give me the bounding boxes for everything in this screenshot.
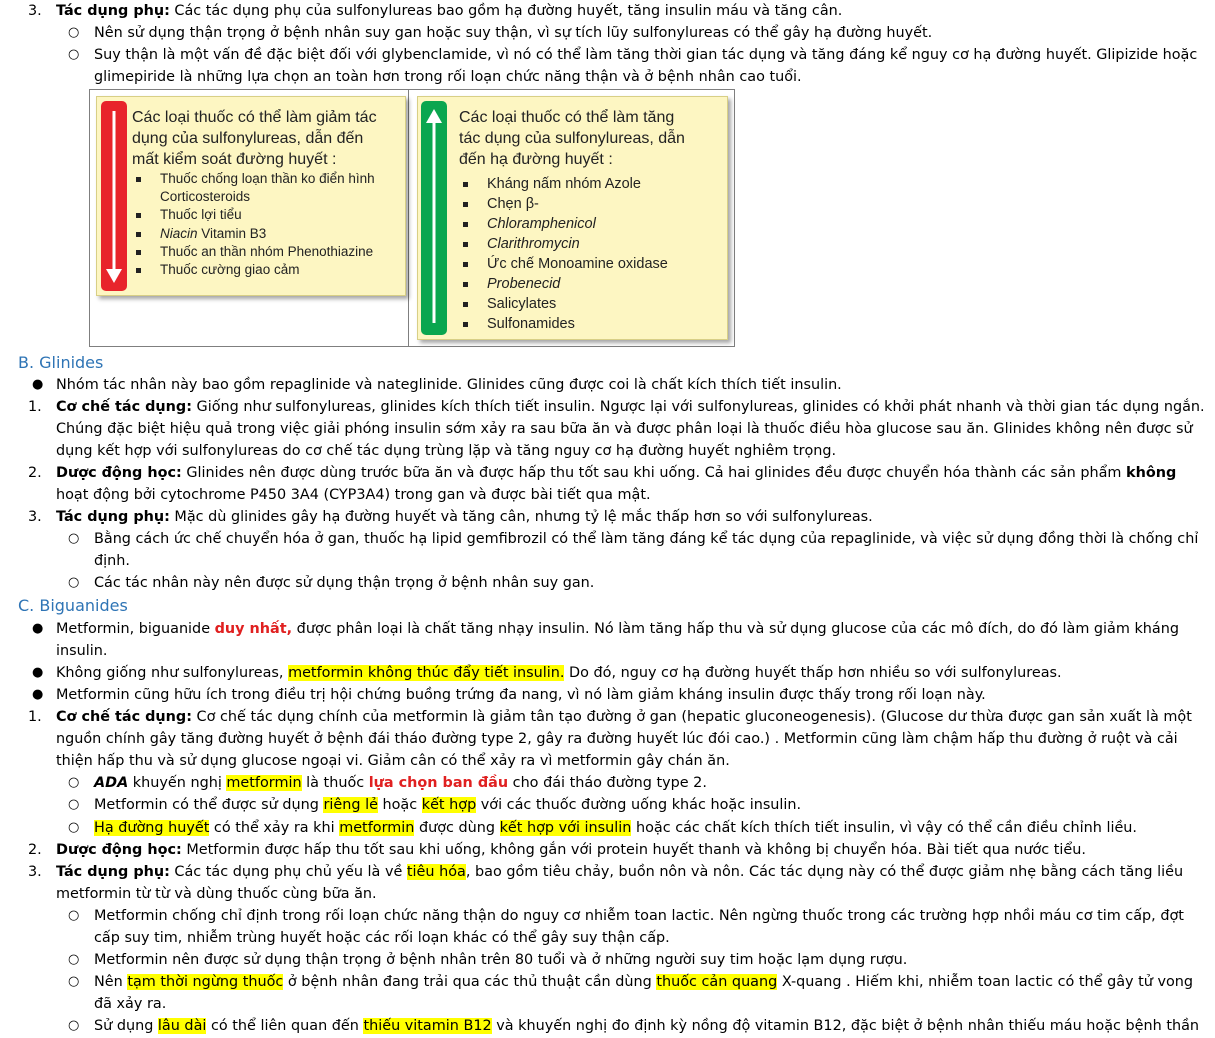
list-number: 3. <box>28 3 42 19</box>
bullet: ● <box>32 377 44 392</box>
bullet: ● <box>32 665 44 680</box>
paragraph-line: nguồn chính gây tăng đường huyết ở bệnh đái tháo đường type 2, gây ra đường huyết lúc đói cao.) . Metformin cũng làm chậm hấp thu đường ở ruột và cải <box>56 731 1178 747</box>
list-item: Metformin có thể được sử dụng riêng lẻ hoặc kết hợp với các thuốc đường uống khác hoặc insulin. <box>94 797 802 813</box>
drug-item: Probenecid <box>459 274 685 294</box>
list-item-continued: đã xảy ra. <box>94 996 167 1012</box>
card-title-line: mất kiểm soát đường huyết : <box>132 151 337 168</box>
mechanism-paragraph: Cơ chế tác dụng: Giống như sulfonylureas, glinides kích thích tiết insulin. Ngược lại với sulfonylureas, glinides có khởi phát nhanh và thời gian tác dụng ngắn. <box>56 399 1205 415</box>
list-item: Hạ đường huyết có thể xảy ra khi metformin được dùng kết hợp với insulin hoặc các chất kích thích tiết insulin, vì vậy có thể cần điều chỉnh liều. <box>94 820 1137 836</box>
list-item: Nên sử dụng thận trọng ở bệnh nhân suy gan hoặc suy thận, vì sự tích lũy sulfonylureas có thể gây hạ đường huyết. <box>94 25 933 41</box>
drug-item: Sulfonamides <box>459 314 685 334</box>
list-number: 2. <box>28 842 42 858</box>
list-item-continued: insulin. <box>56 643 108 659</box>
list-number: 3. <box>28 864 42 880</box>
drug-item: Salicylates <box>459 294 685 314</box>
drug-item: Niacin Vitamin B3 <box>132 225 377 243</box>
list-number: 3. <box>28 509 42 525</box>
drug-item: Corticosteroids <box>160 189 251 205</box>
card-title-line: đến hạ đường huyết : <box>459 151 613 168</box>
mechanism-paragraph: Cơ chế tác dụng: Cơ chế tác dụng chính của metformin là giảm tân tạo đường ở gan (hepatic gluconeogenesis). (Glucose dư thừa được gan sản xuất là một <box>56 709 1192 725</box>
decrease-effect-card <box>96 96 406 296</box>
list-item: Metformin chống chỉ định trong rối loạn chức năng thận do nguy cơ nhiễm toan lactic. Nên ngừng thuốc trong các trường hợp nhồi máu cơ tim cấp, đợt <box>94 908 1184 924</box>
list-item: Sử dụng lâu dài có thể liên quan đến thiếu vitamin B12 và khuyến nghị đo định kỳ nồng độ vitamin B12, đặc biệt ở bệnh nhân thiếu máu hoặc bệnh thần <box>94 1018 1200 1034</box>
list-item: Nên tạm thời ngừng thuốc ở bệnh nhân đang trải qua các thủ thuật cần dùng thuốc cản quang X-quang . Hiếm khi, nhiễm toan lactic có thể gây tử vong <box>94 974 1194 990</box>
card-title-line: Các loại thuốc có thể làm tăng <box>459 109 675 126</box>
circle-bullet: ○ <box>68 575 80 590</box>
circle-bullet: ○ <box>68 974 80 989</box>
list-number: 1. <box>28 709 42 725</box>
drug-item: Ức chế Monoamine oxidase <box>459 254 685 274</box>
increase-effect-card <box>417 96 728 340</box>
drug-list <box>132 170 377 279</box>
paragraph-line: Chúng đặc biệt hiệu quả trong việc giải phóng insulin sớm xảy ra sau bữa ăn và được phân loại là thuốc điều hòa glucose sau ăn. Glinides không nên được sử <box>56 421 1193 437</box>
paragraph-line: metformin từ từ và dùng thuốc cùng bữa ăn. <box>56 886 377 902</box>
list-number: 2. <box>28 465 42 481</box>
list-number: 1. <box>28 399 42 415</box>
section-heading-glinides: B. Glinides <box>18 353 104 372</box>
table-divider <box>408 90 409 346</box>
card-title-line: Các loại thuốc có thể làm giảm tác <box>132 109 377 126</box>
list-item: Metformin cũng hữu ích trong điều trị hội chứng buồng trứng đa nang, vì nó làm giảm kháng insulin được thấy trong rối loạn này. <box>56 687 986 703</box>
circle-bullet: ○ <box>68 1018 80 1033</box>
list-item-continued: glimepiride là những lựa chọn an toàn hơn trong rối loạn chức năng thận và ở bệnh nhân cao tuổi. <box>94 69 802 85</box>
increase-effect-content <box>459 107 685 334</box>
list-item: Không giống như sulfonylureas, metformin không thúc đẩy tiết insulin. Do đó, nguy cơ hạ đường huyết thấp hơn nhiều so với sulfonylureas. <box>56 665 1062 681</box>
circle-bullet: ○ <box>68 820 80 835</box>
pharmacokinetics-paragraph: Dược động học: Glinides nên được dùng trước bữa ăn và được hấp thu tốt sau khi uống. Cả hai glinides đều được chuyển hóa thành các sản phẩm không <box>56 465 1177 481</box>
list-item-continued: định. <box>94 553 130 569</box>
paragraph-line: thiện hấp thu và sử dụng glucose ngoại vi. Giảm cân có thể xảy ra vì metformin gây chán ăn. <box>56 753 730 769</box>
circle-bullet: ○ <box>68 47 80 62</box>
drug-item: Clarithromycin <box>459 234 685 254</box>
circle-bullet: ○ <box>68 908 80 923</box>
side-effects-paragraph: Tác dụng phụ: Các tác dụng phụ của sulfonylureas bao gồm hạ đường huyết, tăng insulin máu và tăng cân. <box>56 3 843 19</box>
side-effects-paragraph: Tác dụng phụ: Mặc dù glinides gây hạ đường huyết và tăng cân, nhưng tỷ lệ mắc thấp hơn so với sulfonylureas. <box>56 509 873 525</box>
paragraph-line: dụng kết hợp với sulfonylureas do cơ chế tác dụng trùng lặp và tăng nguy cơ hạ đường huyết nghiêm trọng. <box>56 443 837 459</box>
paragraph-line: hoạt động bởi cytochrome P450 3A4 (CYP3A4) trong gan và được bài tiết qua mật. <box>56 487 651 503</box>
pharmacokinetics-paragraph: Dược động học: Metformin được hấp thu tốt sau khi uống, không gắn với protein huyết thanh và không bị chuyển hóa. Bài tiết qua nước tiểu. <box>56 842 1086 858</box>
circle-bullet: ○ <box>68 797 80 812</box>
circle-bullet: ○ <box>68 25 80 40</box>
green-bar <box>421 101 447 335</box>
list-item: Nhóm tác nhân này bao gồm repaglinide và nateglinide. Glinides cũng được coi là chất kích thích tiết insulin. <box>56 377 842 393</box>
drug-item: Chẹn β- <box>459 194 685 214</box>
drug-list <box>459 174 685 334</box>
side-effects-paragraph: Tác dụng phụ: Các tác dụng phụ chủ yếu là về tiêu hóa, bao gồm tiêu chảy, buồn nôn và nôn. Các tác dụng này có thể được giảm nhẹ bằng cách tăng liều <box>56 864 1184 880</box>
list-item: ADA khuyến nghị metformin là thuốc lựa chọn ban đầu cho đái tháo đường type 2. <box>94 775 707 791</box>
drug-item: Thuốc an thần nhóm Phenothiazine <box>132 243 377 261</box>
drug-item: Thuốc chống loạn thần ko điển hình <box>132 170 377 188</box>
drug-item: Thuốc cường giao cảm <box>132 261 377 279</box>
list-item: Bằng cách ức chế chuyển hóa ở gan, thuốc hạ lipid gemfibrozil có thể làm tăng đáng kể tác dụng của repaglinide, và việc sử dụng đồng thời là chống chỉ <box>94 531 1199 547</box>
drug-item: Chloramphenicol <box>459 214 685 234</box>
list-item-continued: cấp suy tim, nhiễm trùng huyết hoặc các rối loạn khác có thể gây suy thận cấp. <box>94 930 670 946</box>
card-title-line: tác dụng của sulfonylureas, dẫn <box>459 130 685 147</box>
arrow-down-icon <box>101 101 127 291</box>
list-item: Metformin, biguanide duy nhất, được phân loại là chất tăng nhạy insulin. Nó làm tăng hấp thu và sử dụng glucose của các mô đích, do đó làm giảm kháng <box>56 621 1179 637</box>
drug-item: Thuốc lợi tiểu <box>132 206 377 224</box>
section-heading-biguanides: C. Biguanides <box>18 596 128 615</box>
drug-interaction-figure <box>89 89 735 347</box>
arrow-up-icon <box>421 101 447 335</box>
list-item: Các tác nhân này nên được sử dụng thận trọng ở bệnh nhân suy gan. <box>94 575 595 591</box>
bullet: ● <box>32 621 44 636</box>
drug-item: Kháng nấm nhóm Azole <box>459 174 685 194</box>
bullet: ● <box>32 687 44 702</box>
circle-bullet: ○ <box>68 952 80 967</box>
decrease-effect-content <box>132 107 377 279</box>
red-bar <box>101 101 127 291</box>
list-item: Metformin nên được sử dụng thận trọng ở bệnh nhân trên 80 tuổi và ở những người suy tim hoặc lạm dụng rượu. <box>94 952 908 968</box>
circle-bullet: ○ <box>68 531 80 546</box>
circle-bullet: ○ <box>68 775 80 790</box>
list-item: Suy thận là một vấn đề đặc biệt đối với glybenclamide, vì nó có thể làm tăng thời gian tác dụng và tăng đáng kể nguy cơ hạ đường huyết. Glipizide hoặc <box>94 47 1198 63</box>
card-title-line: dụng của sulfonylureas, dẫn đến <box>132 130 364 147</box>
